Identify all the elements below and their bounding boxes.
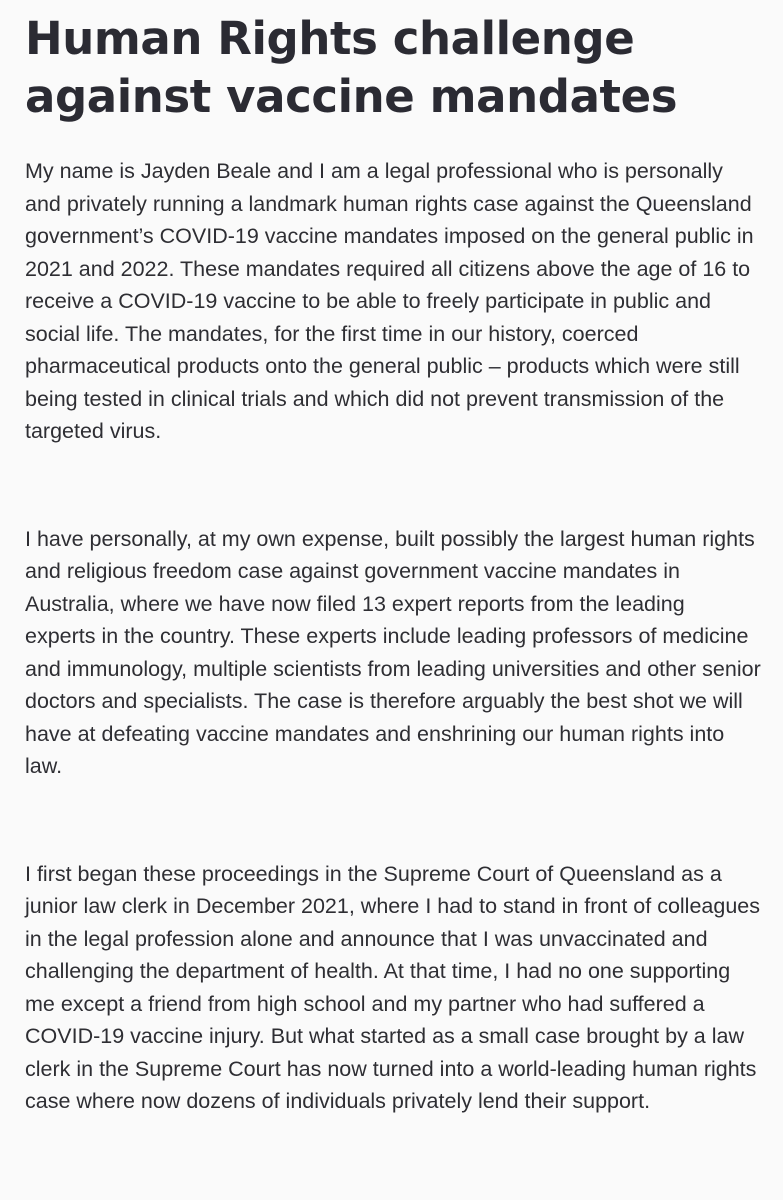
article-paragraph-2: I have personally, at my own expense, built possibly the largest human rights and religious freedom case against government vaccine mandates in Australia, where we have now filed 13 expert reports from the leading experts in the country. These experts include leading professors of medicine and immunology, multiple scientists from leading universities and other senior doctors and specialists. The case is therefore arguably the best shot we will have at defeating vaccine mandates and enshrining our human rights into law. <box>25 526 761 778</box>
article-paragraph-1: My name is Jayden Beale and I am a legal professional who is personally and privately running a landmark human rights case against the Queensland government’s COVID-19 vaccine mandates imposed on the general public in 2021 and 2022. These mandates required all citizens above the age of 16 to receive a COVID-19 vaccine to be able to freely participate in public and social life. The mandates, for the first time in our history, coerced pharmaceutical products onto the general public – products which were still being tested in clinical trials and which did not prevent transmission of the targeted virus. <box>25 159 754 443</box>
article-paragraph-3: I first began these proceedings in the Supreme Court of Queensland as a junior law clerk in December 2021, where I had to stand in front of colleagues in the legal profession alone and announce that I was unvaccinated and challenging the department of health. At that time, I had no one supporting me except a friend from high school and my partner who had suffered a COVID-19 vaccine injury. But what started as a small case brought by a law clerk in the Supreme Court has now turned into a world-leading human rights case where now dozens of individuals privately lend their support. <box>25 861 760 1113</box>
article-title: Human Rights challenge against vaccine mandates <box>25 12 678 123</box>
